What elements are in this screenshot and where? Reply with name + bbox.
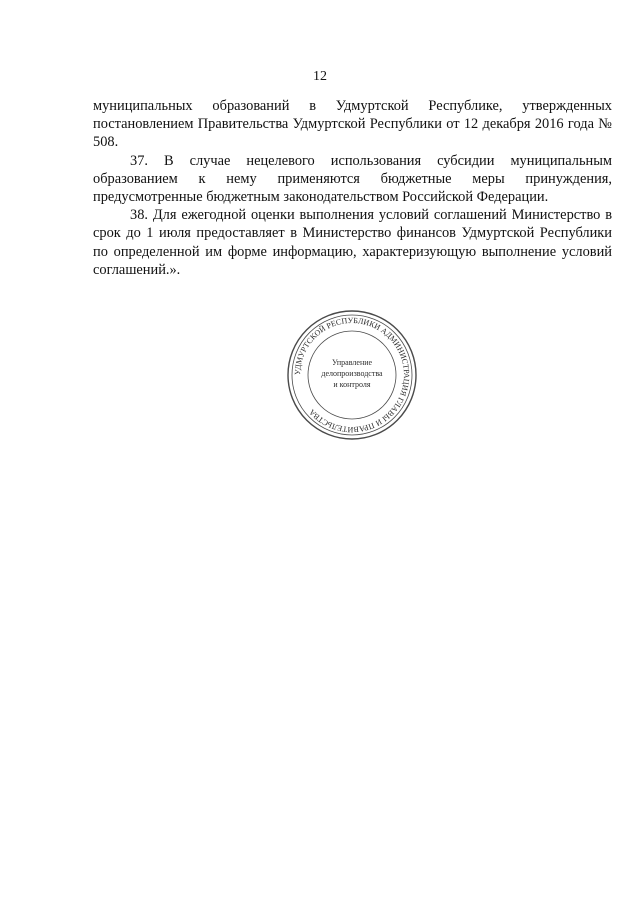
paragraph-continuation: муниципальных образований в Удмуртской Республике, утвержденных постановлением Правительства Удмуртской Республики от 12 декабря 2016 года № 508. xyxy=(93,98,612,151)
seal-center-line-2: делопроизводства xyxy=(321,369,383,378)
official-seal xyxy=(285,308,419,442)
page-number: 12 xyxy=(313,69,327,84)
document-body xyxy=(93,97,612,279)
paragraph-37: 37. В случае нецелевого использования субсидии муниципальным образованием к нему применяются бюджетные меры принуждения, предусмотренные бюджетным законодательством Российской Федерации. xyxy=(93,152,612,206)
seal-ring-text: УДМУРТСКОЙ РЕСПУБЛИКИ АДМИНИСТРАЦИЯ ГЛАВЫ И ПРАВИТЕЛЬСТВА xyxy=(292,315,412,435)
seal-center-line-3: и контроля xyxy=(333,380,371,389)
seal-graphic xyxy=(285,308,419,442)
paragraph-38: 38. Для ежегодной оценки выполнения условий соглашений Министерство в срок до 1 июля предоставляет в Министерство финансов Удмуртской Республики по определенной им форме информацию, характеризующую выполнение условий соглашений.». xyxy=(93,207,612,278)
seal-center-line-1: Управление xyxy=(331,358,373,367)
